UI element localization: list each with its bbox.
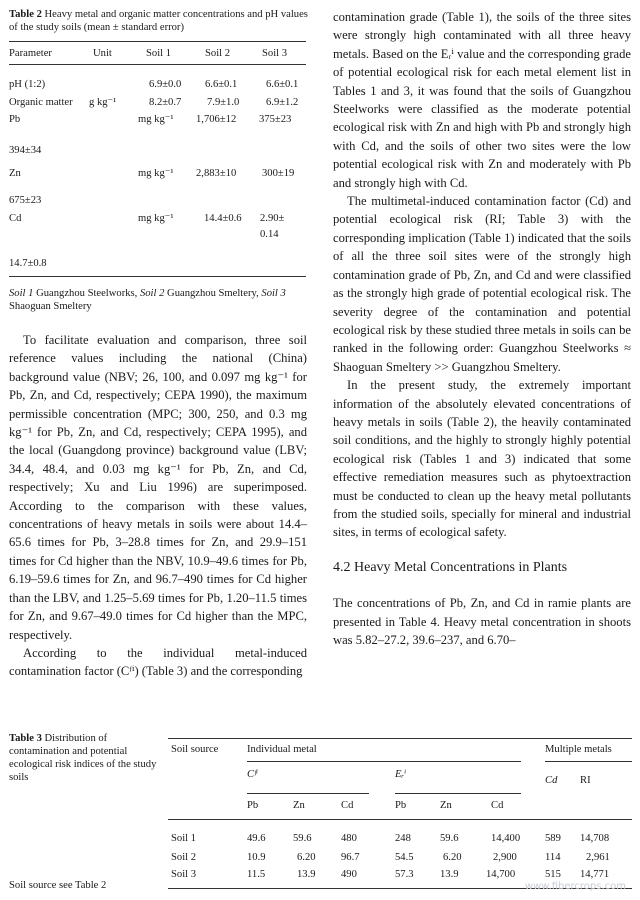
table2-caption — [9, 8, 309, 34]
table3-sub-pb: Pb — [395, 800, 407, 811]
table2-label: Table 2 — [9, 9, 42, 20]
table3-cell: 14,708 — [580, 833, 610, 844]
right-paragraph-3: The concentrations of Pb, Zn, and Cd in ramie plants are presented in Table 4. Heavy metal concentration in shoots was 5.82–27.2, 39.6–237, and 6.70– — [333, 596, 631, 647]
table3-cell: 114 — [545, 852, 561, 863]
table3-cell: 6.20 — [443, 852, 462, 863]
table2-footnote: Soil 1 Guangzhou Steelworks, Soil 2 Guangzhou Smeltery, Soil 3 Shaoguan Smeltery — [9, 288, 286, 312]
right-paragraph-1: The multimetal-induced contamination factor (Cd) and potential ecological risk (RI; Table 3) with the corresponding implication (Table 1) indicated that the soils of all the three soil sites were of the strongly high contamination grade of Pb, Zn, and Cd and were classified as the strongly high grade of potential ecological risk. The severity degree of the contamination and potential ecological risk by these studied three metals in soils can be ranked in the following order: Guangzhou Steelworks ≈ Shaoguan Smeltery >> Guangzhou Smeltery. — [333, 194, 631, 374]
table2-cell: 2.90± — [260, 213, 285, 224]
table2-cell: Organic matter — [9, 97, 73, 108]
table3-cell: 13.9 — [297, 869, 316, 880]
table3-header-individual: Individual metal — [247, 744, 317, 755]
section-heading: 4.2 Heavy Metal Concentrations in Plants — [333, 559, 568, 575]
table2-cell: pH (1:2) — [9, 79, 46, 90]
table2-header-unit: Unit — [93, 48, 112, 59]
table3-header-cd: Cd — [545, 775, 558, 786]
table3-sub-pb: Pb — [247, 800, 259, 811]
table2-cell: Zn — [9, 168, 21, 179]
table3-sub-zn: Zn — [293, 800, 305, 811]
table3-cell: 96.7 — [341, 852, 360, 863]
table2-cell: 6.9±1.2 — [266, 97, 299, 108]
table3-cell: 480 — [341, 833, 357, 844]
table3-multiple-rule — [545, 761, 632, 762]
table2-header-parameter: Parameter — [9, 48, 52, 59]
table2-top-rule — [9, 41, 306, 42]
table3-cell: 11.5 — [247, 869, 266, 880]
table2-header-soil1: Soil 1 — [146, 48, 172, 59]
table3-footnote: Soil source see Table 2 — [9, 880, 107, 891]
table2-cell: 375±23 — [259, 114, 292, 125]
table2-cell: 394±34 — [9, 145, 42, 156]
table2-cell: 6.6±0.1 — [266, 79, 299, 90]
table2-cell: mg kg⁻¹ — [138, 168, 174, 179]
table2-bottom-rule — [9, 276, 306, 277]
table3-cell: Soil 3 — [171, 869, 197, 880]
table2-cell: 2,883±10 — [196, 168, 237, 179]
table3-cell: 14,771 — [580, 869, 610, 880]
table3-header-source: Soil source — [171, 744, 219, 755]
left-paragraph-2: According to the individual metal-induced contamination factor (Cᶠⁱ) (Table 3) and the corresponding — [9, 645, 307, 679]
table2-cell: Cd — [9, 213, 22, 224]
table2-caption-text: Heavy metal and organic matter concentrations and pH values of the study soils (mean ± standard error) — [9, 9, 308, 33]
table3-cell: 10.9 — [247, 852, 266, 863]
table3-cell: 490 — [341, 869, 357, 880]
table2-cell: Pb — [9, 114, 21, 125]
right-paragraph-0: contamination grade (Table 1), the soils of the three sites were strongly high contaminated with all three heavy metals. Based on the Eᵣⁱ value and the corresponding grade of potential ecological risk for each metal element list in Tables 1 and 3, it was found that the soils of Guangzhou Steelworks were classified as the moderate potential ecological risk with Zn and high with Pb and strongly high with Cd, and the soils of other two sites were the low potential ecological risk with Zn and moderately with Pb and strongly high with Cd. — [333, 10, 631, 190]
table2-cell: mg kg⁻¹ — [138, 114, 174, 125]
table2-cell: 0.14 — [260, 229, 279, 240]
table2-header-rule — [9, 64, 306, 65]
table3-er-rule — [395, 793, 521, 794]
table3-caption — [9, 732, 159, 784]
table3-sub-cd: Cd — [491, 800, 504, 811]
table3-cf-rule — [247, 793, 369, 794]
table3-cell: 6.20 — [297, 852, 316, 863]
table3-header-cf: Cᶠⁱ — [247, 769, 259, 780]
table3-cell: 59.6 — [293, 833, 312, 844]
table3-cell: 2,900 — [493, 852, 517, 863]
table3-cell: Soil 1 — [171, 833, 197, 844]
table3-cell: 14,400 — [491, 833, 521, 844]
table2-cell: 675±23 — [9, 195, 42, 206]
table3-label: Table 3 — [9, 733, 42, 744]
table3-cell: 54.5 — [395, 852, 414, 863]
table3-sub-cd: Cd — [341, 800, 354, 811]
table2-header-soil2: Soil 2 — [205, 48, 231, 59]
left-column — [9, 331, 307, 681]
table2-cell: 7.9±1.0 — [207, 97, 240, 108]
left-paragraph-1: To facilitate evaluation and comparison, three soil reference values including the national (China) background value (NBV; 26, 100, and 0.097 mg kg⁻¹ for Pb, Zn, and Cd, respectively; CEPA 1990), the maximum permissible concentration (MPC; 300, 250, and 0.3 mg kg⁻¹ for Pb, Zn, and Cd, respectively; CEPA 1995), and the local (Guangdong province) background value (LBV; 34.4, 48.4, and 0.03 mg kg⁻¹ for Pb, Zn, and Cd, respectively; Xu and Liu 1996) are superimposed. According to the comparison with these values, concentrations of heavy metals in soils were about 14.4–65.6 times for Pb, 3–28.8 times for Zn, and 29.9–151 times for Cd higher than the NBV, 10.9–49.6 times for Pb, 6.19–59.6 times for Zn, and 96.7–490 times for Cd higher than the LBV, and 1.25–5.69 times for Pb, 1.20–11.5 times for Zn, and 9.67–49.0 times for Cd higher than the MPC, respectively. — [9, 333, 307, 642]
table3-cell: 515 — [545, 869, 561, 880]
table3-cell: 248 — [395, 833, 411, 844]
table3-cell: 589 — [545, 833, 561, 844]
table3-cell: 49.6 — [247, 833, 266, 844]
table3-cell: 13.9 — [440, 869, 459, 880]
right-paragraph-2: In the present study, the extremely important information of the absolutely elevated concentrations of heavy metals in soils (Table 2), the heavily contaminated soil conditions, and the highly to strongly highly potential ecological risk (Tables 1 and 3) indicated that some effective remediation measures such as phytoextraction must be conducted to clean up the heavy metal pollutants from the studied soils, specially for mineral and industrial sites, in terms of ecological safety. — [333, 378, 631, 540]
watermark: www.fibercrops.com — [524, 881, 626, 892]
table2-header-soil3: Soil 3 — [262, 48, 288, 59]
table3-cell: Soil 2 — [171, 852, 197, 863]
table3-cell: 2,961 — [586, 852, 610, 863]
table3-cell: 59.6 — [440, 833, 459, 844]
table2-cell: g kg⁻¹ — [89, 97, 117, 108]
table2-cell: 300±19 — [262, 168, 295, 179]
table3-header-rule — [168, 819, 632, 820]
table2-cell: 14.4±0.6 — [204, 213, 242, 224]
table3-top-rule — [168, 738, 632, 739]
table3-header-ri: RI — [580, 775, 591, 786]
right-column — [333, 8, 631, 649]
table3-individual-rule — [247, 761, 521, 762]
table2-cell: 8.2±0.7 — [149, 97, 182, 108]
table3-caption-text: Distribution of contamination and potential ecological risk indices of the study soils — [9, 733, 157, 783]
table2-cell: 6.9±0.0 — [149, 79, 182, 90]
table2-cell: 14.7±0.8 — [9, 258, 47, 269]
table2-cell: mg kg⁻¹ — [138, 213, 174, 224]
table3-header-er: Eᵣⁱ — [395, 769, 407, 780]
table3-sub-zn: Zn — [440, 800, 452, 811]
table3-header-multiple: Multiple metals — [545, 744, 612, 755]
table3-cell: 57.3 — [395, 869, 414, 880]
table2-cell: 1,706±12 — [196, 114, 237, 125]
table2-cell: 6.6±0.1 — [205, 79, 238, 90]
table3-cell: 14,700 — [486, 869, 516, 880]
